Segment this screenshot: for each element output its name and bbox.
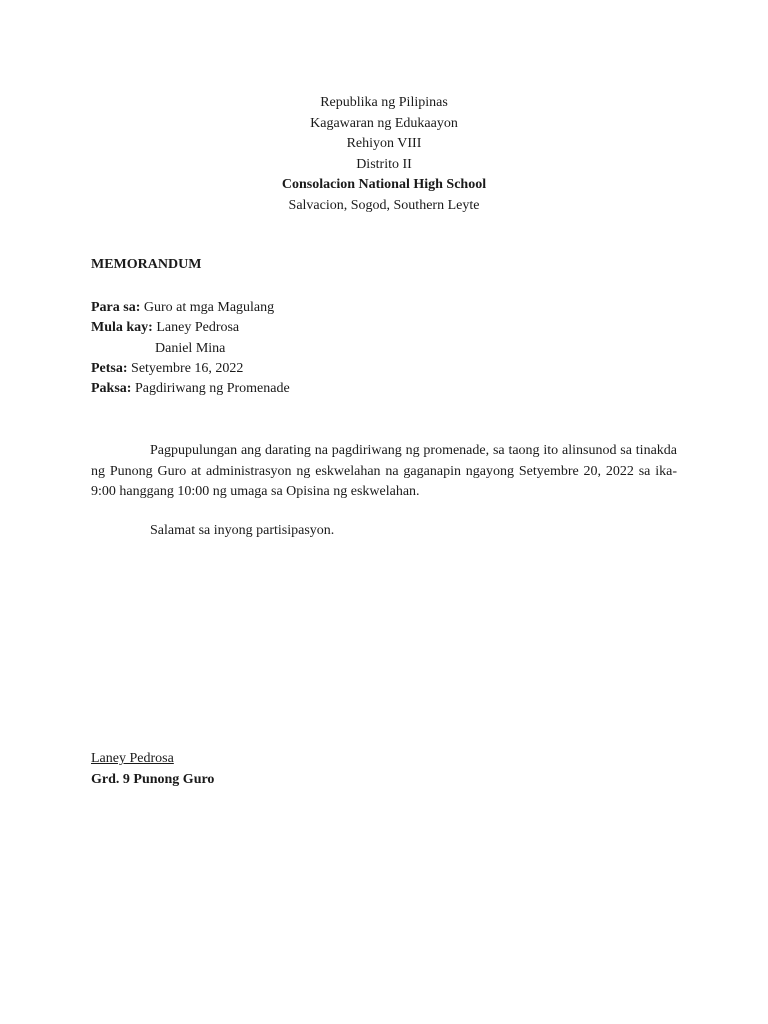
letterhead (0, 93, 768, 216)
letterhead-school: Consolacion National High School (281, 177, 487, 192)
field-petsa-label: Petsa: (91, 360, 128, 376)
field-petsa-value: Setyembre 16, 2022 (131, 360, 244, 376)
memo-closing: Salamat sa inyong partisipasyon. (150, 523, 335, 538)
letterhead-republic: Republika ng Pilipinas (320, 95, 448, 110)
field-para-sa-label: Para sa: (91, 300, 141, 315)
letterhead-region: Rehiyon VIII (346, 136, 422, 151)
field-paksa-value: Pagdiriwang ng Promenade (134, 381, 290, 397)
field-para-sa-value: Guro at mga Magulang (143, 300, 275, 315)
signature-name: Laney Pedrosa (91, 751, 174, 766)
field-mula-kay-second (91, 339, 290, 359)
memo-fields (91, 298, 290, 399)
field-mula-kay-value-1: Laney Pedrosa (156, 320, 240, 336)
field-mula-kay-label: Mula kay: (91, 320, 153, 336)
memo-title: MEMORANDUM (91, 257, 202, 272)
field-paksa (91, 379, 290, 399)
memo-body (91, 441, 677, 503)
letterhead-department: Kagawaran ng Edukaayon (310, 115, 458, 131)
memo-body-paragraph: Pagpupulungan ang darating na pagdiriwang ng promenade, sa taong ito alinsunod sa tinakda ng Punong Guro at administrasyon ng eskwelahan na gaganapin ngayong Setyembre 20, 2022 sa ika- 9:00 hanggang 10:00 ng umaga sa Opisina ng eskwelahan. (91, 443, 677, 499)
field-mula-kay-value-2: Daniel Mina (155, 340, 226, 356)
field-para-sa (91, 298, 290, 318)
letterhead-district: Distrito II (356, 156, 412, 172)
field-mula-kay (91, 318, 290, 338)
signature-title: Grd. 9 Punong Guro (91, 771, 215, 787)
field-paksa-label: Paksa: (91, 381, 132, 397)
field-petsa (91, 359, 290, 379)
letterhead-address: Salvacion, Sogod, Southern Leyte (288, 197, 480, 213)
signature-block (91, 749, 214, 790)
